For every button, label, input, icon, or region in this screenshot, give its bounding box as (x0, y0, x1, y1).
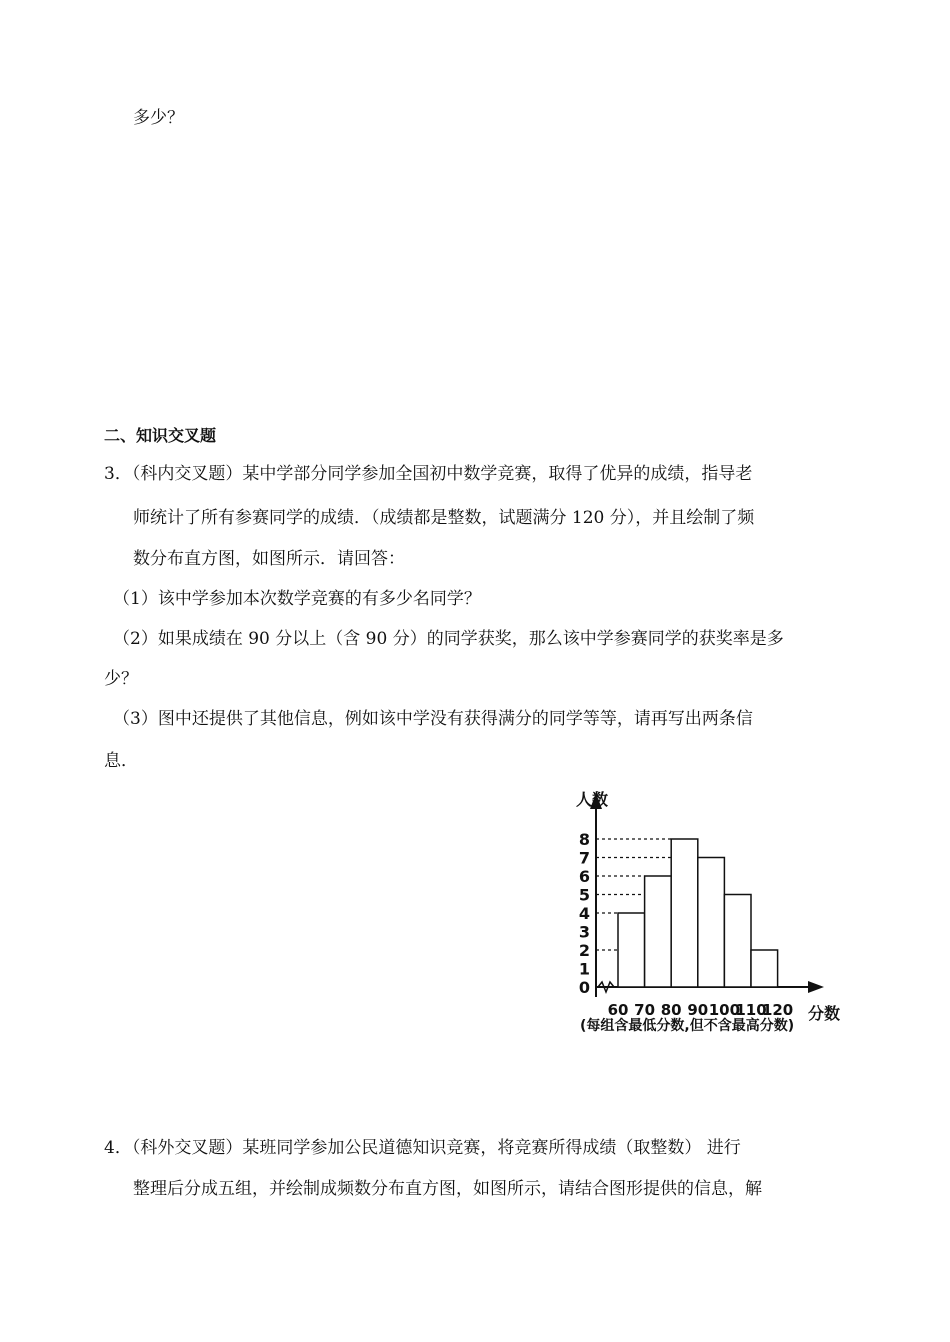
prev-question-tail: 多少？ (133, 108, 184, 128)
q3-sub-2-line-2: 少？ (104, 669, 138, 689)
q3-sub-2-line-1: （2）如果成绩在 90 分以上（含 90 分）的同学获奖，那么该中学参赛同学的获奖率是多 (113, 629, 784, 649)
q3-sub-3-line-1: （3）图中还提供了其他信息，例如该中学没有获得满分的同学等等，请再写出两条信 (113, 709, 753, 729)
y-tick-label-6: 6 (578, 867, 590, 886)
x-tick-label-60: 60 (607, 1001, 629, 1019)
x-axis-arrow (808, 981, 824, 993)
x-tick-label-80: 80 (660, 1001, 682, 1019)
q4-line-1: 4．（科外交叉题）某班同学参加公民道德知识竞赛，将竞赛所得成绩（取整数） 进行 (104, 1138, 741, 1158)
chart-marks (579, 830, 793, 1019)
y-tick-label-1: 1 (578, 959, 590, 979)
y-tick-label-4: 4 (578, 904, 590, 923)
x-axis-label: 分数 (808, 1004, 841, 1023)
bar-100-110 (724, 895, 751, 988)
q3-line-1: 3．（科内交叉题）某中学部分同学参加全国初中数学竞赛，取得了优异的成绩，指导老 (104, 464, 753, 484)
y-axis-label: 人数 (576, 790, 609, 809)
q3-line-2: 师统计了所有参赛同学的成绩．（成绩都是整数，试题满分 120 分），并且绘制了频 (133, 508, 755, 528)
frequency-histogram (560, 785, 860, 1045)
x-tick-label-100: 100 (708, 1001, 741, 1019)
section-heading: 二、知识交叉题 (104, 426, 217, 445)
bar-90-100 (698, 858, 725, 988)
x-tick-label-110: 110 (735, 1001, 767, 1019)
x-tick-label-120: 120 (761, 1001, 794, 1019)
x-tick-label-90: 90 (687, 1001, 709, 1019)
y-tick-label-7: 7 (578, 848, 590, 868)
q4-line-2: 整理后分成五组，并绘制成频数分布直方图，如图所示，请结合图形提供的信息，解 (133, 1179, 762, 1199)
y-tick-label-0: 0 (578, 978, 590, 997)
y-tick-label-2: 2 (578, 941, 590, 960)
y-tick-label-3: 3 (578, 922, 590, 942)
bar-80-90 (671, 839, 698, 987)
q3-sub-3-line-2: 息． (104, 751, 138, 771)
y-tick-label-8: 8 (578, 830, 590, 849)
chart-note: (每组含最低分数,但不含最高分数) (580, 1018, 795, 1034)
bar-110-120 (751, 950, 778, 987)
q3-sub-1: （1）该中学参加本次数学竞赛的有多少名同学？ (113, 589, 481, 609)
y-tick-label-5: 5 (578, 885, 590, 905)
q3-line-3: 数分布直方图，如图所示．请回答： (133, 549, 405, 569)
x-tick-label-70: 70 (634, 1001, 656, 1019)
bar-70-80 (645, 876, 672, 987)
bar-60-70 (618, 913, 645, 987)
